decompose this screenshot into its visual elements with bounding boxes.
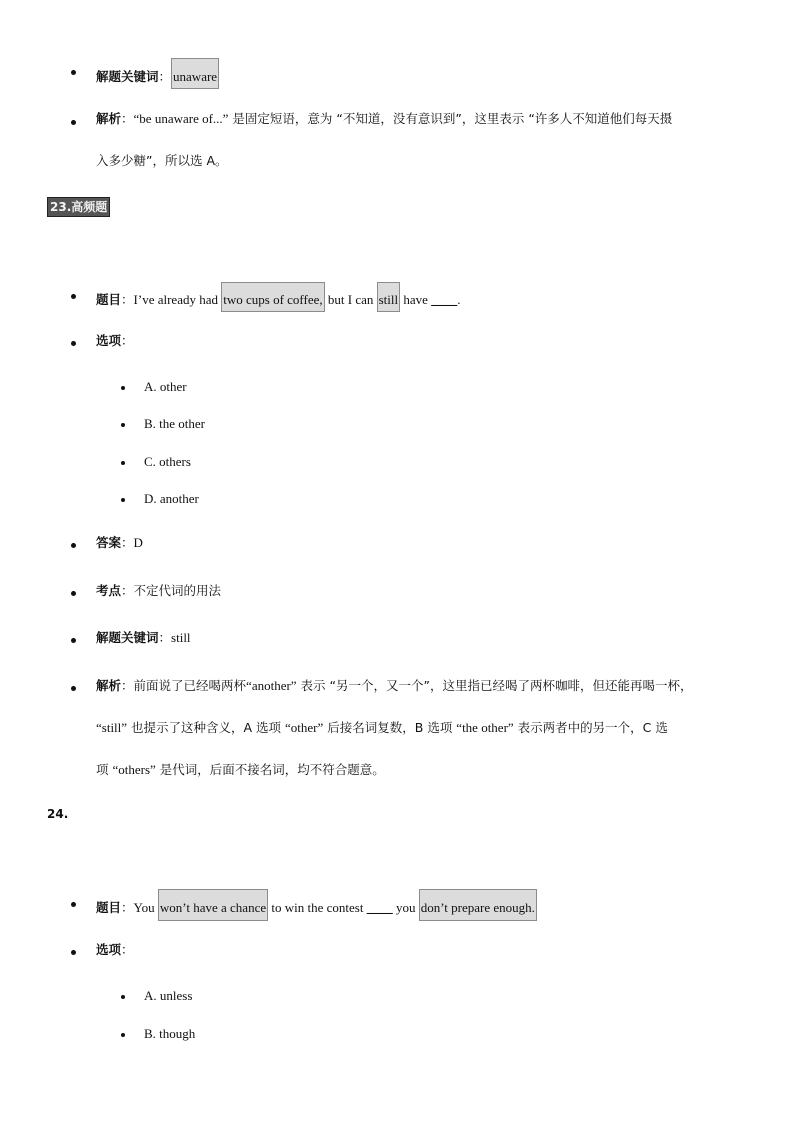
bullet <box>71 70 76 75</box>
q23-question-line: 题目：I’ve already had two cups of coffee, but I can still have ____. <box>96 282 460 312</box>
bullet <box>121 461 125 465</box>
highlight-phrase: two cups of coffee, <box>221 282 324 312</box>
keyword-label: 解题关键词 <box>96 69 159 84</box>
highlight-phrase: don’t prepare enough. <box>419 889 537 921</box>
question-24-heading: 24. <box>47 807 69 821</box>
question-23-heading: 23.高频题 <box>47 197 110 217</box>
point-value: 不定代词的用法 <box>133 583 222 598</box>
bullet <box>71 341 76 346</box>
q22-analysis-line-1: 解析：“be unaware of...” 是固定短语，意为 “不知道，没有意识到”，这里表示 “许多人不知道他们每天摄 <box>96 111 673 126</box>
option-d: D. another <box>144 491 199 506</box>
q23-analysis-line-1: 解析：前面说了已经喝两杯“another” 表示 “另一个，又一个”，这里指已经喝了两杯咖啡，但还能再喝一杯， <box>96 678 693 693</box>
option-b: B. though <box>144 1026 196 1041</box>
bullet <box>71 902 76 907</box>
highlight-keyword: unaware <box>171 58 219 89</box>
bullet <box>71 120 76 125</box>
q23-point-line: 考点：不定代词的用法 <box>96 583 222 598</box>
q23-analysis-line-3: 项 “others” 是代词，后面不接名词，均不符合题意。 <box>96 762 385 777</box>
question-label: 题目 <box>96 292 122 307</box>
option-c: C. others <box>144 454 191 469</box>
highlight-phrase: won’t have a chance <box>158 889 268 921</box>
option-a: A. unless <box>144 988 193 1003</box>
bullet <box>71 294 76 299</box>
q22-keyword-line: 解题关键词： unaware <box>96 58 219 89</box>
q24-question-line: 题目：You won’t have a chance to win the contest ____ you don’t prepare enough. <box>96 889 537 921</box>
q23-options-line: 选项： <box>96 333 134 348</box>
q22-analysis-line-2: 入多少糖”，所以选 A。 <box>96 153 228 168</box>
keyword-label: 解题关键词 <box>96 630 159 645</box>
analysis-label: 解析 <box>96 111 122 126</box>
bullet <box>121 498 125 502</box>
analysis-label: 解析 <box>96 678 122 693</box>
question-label: 题目 <box>96 900 122 915</box>
answer-blank: ____ <box>366 900 393 915</box>
answer-label: 答案 <box>96 535 122 550</box>
q23-answer-line: 答案：D <box>96 535 143 550</box>
option-b: B. the other <box>144 416 206 431</box>
q23-analysis-line-2: “still” 也提示了这种含义，A 选项 “other” 后接名词复数，B 选项 “the other” 表示两者中的另一个，C 选 <box>96 720 668 735</box>
bullet <box>121 995 125 999</box>
highlight-word: still <box>377 282 401 312</box>
bullet <box>121 386 125 390</box>
q24-options-line: 选项： <box>96 942 134 957</box>
point-label: 考点 <box>96 583 122 598</box>
answer-blank: ____ <box>431 292 458 307</box>
bullet <box>71 686 76 691</box>
bullet <box>71 543 76 548</box>
bullet <box>71 638 76 643</box>
bullet <box>71 950 76 955</box>
keyword-value: still <box>171 630 191 645</box>
q23-keyword-line: 解题关键词：still <box>96 630 191 645</box>
option-a: A. other <box>144 379 187 394</box>
options-label: 选项 <box>96 942 122 957</box>
options-label: 选项 <box>96 333 122 348</box>
answer-value: D <box>133 535 143 550</box>
bullet <box>71 591 76 596</box>
bullet <box>121 1033 125 1037</box>
bullet <box>121 423 125 427</box>
